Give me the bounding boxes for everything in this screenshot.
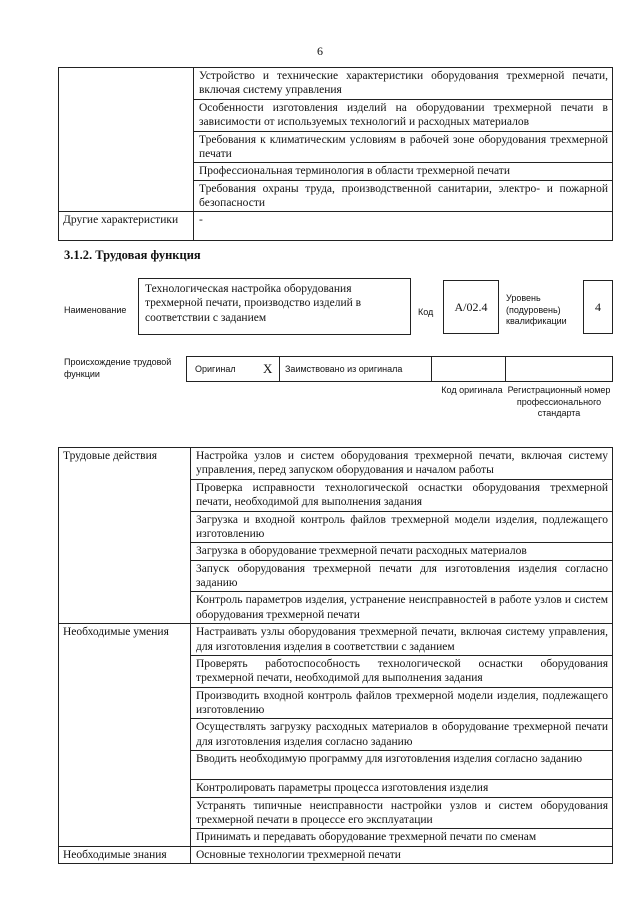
code-box xyxy=(443,280,499,334)
skill-item: Устранять типичные неисправности настройки узлов и систем оборудования трехмерной печати в процессе его эксплуатации xyxy=(191,797,613,829)
skill-item: Настраивать узлы оборудования трехмерной печати, включая систему управления, для изготовления изделия в соответствии с заданием xyxy=(191,624,613,656)
labor-action-item: Загрузка и входной контроль файлов трехмерной модели изделия, подлежащего изготовлению xyxy=(191,511,613,543)
registration-caption: Регистрационный номер профессионального стандарта xyxy=(507,385,611,419)
code-value: A/02.4 xyxy=(454,299,488,314)
code-label: Код xyxy=(418,307,434,317)
other-characteristics-label: Другие характеристики xyxy=(59,212,194,241)
skill-item: Производить входной контроль файлов трехмерной модели изделия, подлежащего изготовлению xyxy=(191,687,613,719)
knowledge-continuation-table xyxy=(58,67,613,241)
skill-item: Контролировать параметры процесса изготовления изделия xyxy=(191,780,613,797)
knowledge-item: Устройство и технические характеристики оборудования трехмерной печати, включая систему управления xyxy=(194,68,613,100)
labor-action-item: Проверка исправности технологической оснастки оборудования трехмерной печати, необходимой для выполнения задания xyxy=(191,479,613,511)
code-original-caption: Код оригинала xyxy=(441,385,503,395)
knowledge-item: Требования к климатическим условиям в рабочей зоне оборудования трехмерной печати xyxy=(194,131,613,163)
other-characteristics-value: - xyxy=(194,212,613,241)
labor-action-item: Запуск оборудования трехмерной печати для изготовления изделия согласно заданию xyxy=(191,560,613,592)
labor-action-item: Контроль параметров изделия, устранение неисправностей в работе узлов и систем оборудования трехмерной печати xyxy=(191,592,613,624)
page-number: 6 xyxy=(317,44,323,58)
origin-label: Происхождение трудовой функции xyxy=(64,357,172,379)
required-knowledge-label: Необходимые знания xyxy=(59,846,191,863)
knowledge-item: Особенности изготовления изделий на оборудовании трехмерной печати в зависимости от используемых технологий и расходных материалов xyxy=(194,99,613,131)
section-title: 3.1.2. Трудовая функция xyxy=(64,248,201,262)
required-skills-label: Необходимые умения xyxy=(59,624,191,847)
borrowed-label: Заимствовано из оригинала xyxy=(285,364,403,374)
skill-item: Вводить необходимую программу для изготовления изделия согласно заданию xyxy=(191,751,613,780)
original-mark: X xyxy=(263,361,273,376)
level-value: 4 xyxy=(595,299,601,314)
labor-actions-label: Трудовые действия xyxy=(59,448,191,624)
function-name: Технологическая настройка оборудования трехмерной печати, производство изделий в соответствии с заданием xyxy=(145,283,362,324)
name-label: Наименование xyxy=(64,305,127,315)
knowledge-item: Требования охраны труда, производственной санитарии, электро- и пожарной безопасности xyxy=(194,180,613,212)
original-label: Оригинал xyxy=(195,364,236,374)
knowledge-item: Основные технологии трехмерной печати xyxy=(191,846,613,863)
knowledge-item: Профессиональная терминология в области трехмерной печати xyxy=(194,163,613,180)
function-details-table xyxy=(58,447,613,864)
labor-action-item: Загрузка в оборудование трехмерной печати расходных материалов xyxy=(191,543,613,560)
labor-action-item: Настройка узлов и систем оборудования трехмерной печати, включая систему управления, перед запуском оборудования и началом работы xyxy=(191,448,613,480)
level-box xyxy=(583,280,613,334)
function-name-box xyxy=(138,278,411,335)
skill-item: Принимать и передавать оборудование трехмерной печати по сменам xyxy=(191,829,613,846)
level-label: Уровень (подуровень) квалификации xyxy=(506,293,567,327)
skill-item: Осуществлять загрузку расходных материалов в оборудование трехмерной печати для изготовления изделия согласно заданию xyxy=(191,719,613,751)
origin-row xyxy=(186,356,613,382)
skill-item: Проверять работоспособность технологической оснастки оборудования трехмерной печати, необходимой для выполнения задания xyxy=(191,655,613,687)
empty-label-cell xyxy=(59,68,194,212)
